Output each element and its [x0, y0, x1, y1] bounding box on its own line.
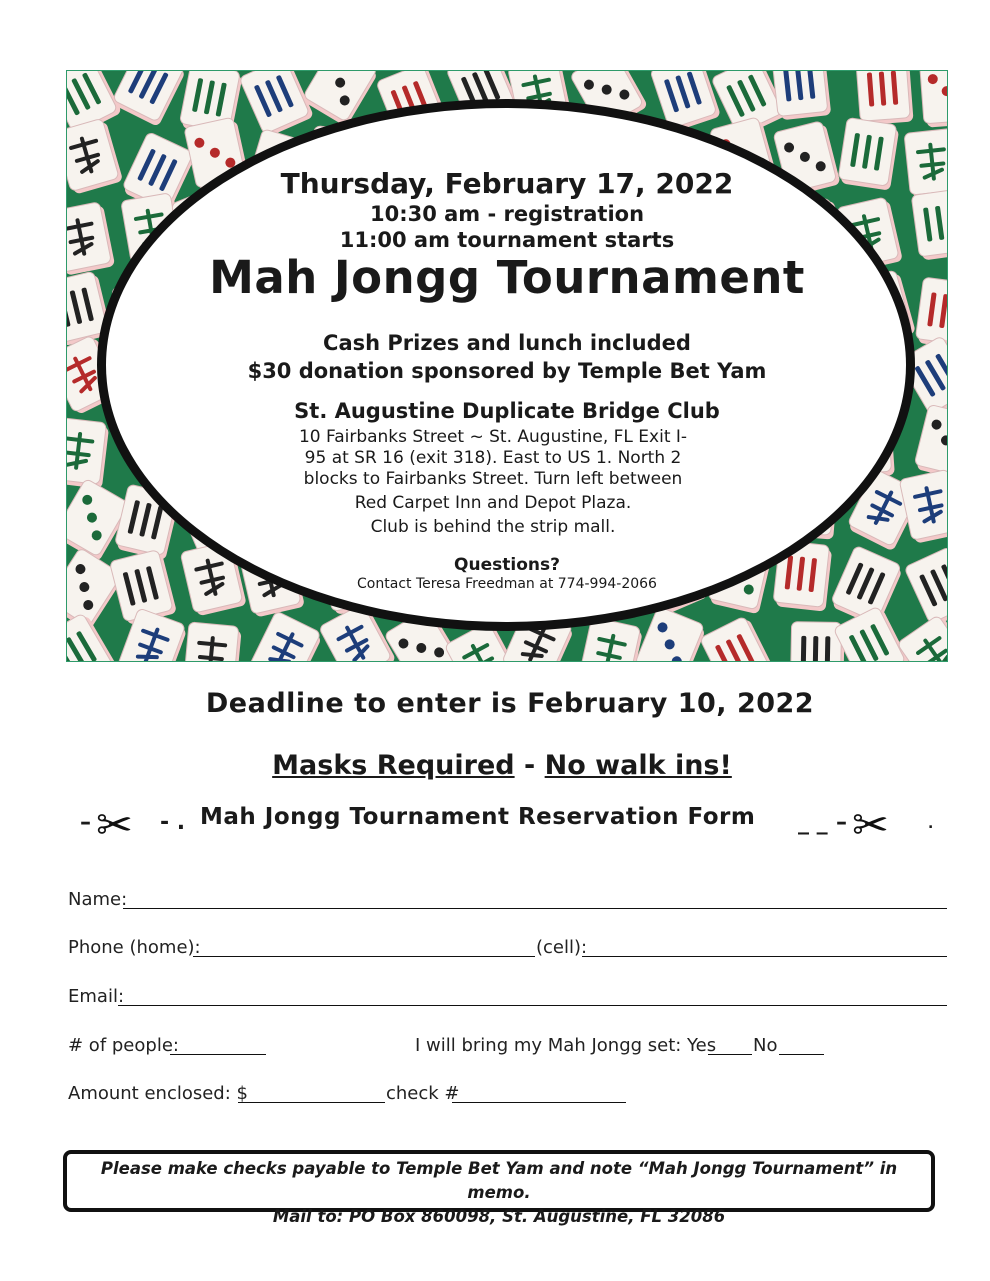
address-line: 95 at SR 16 (exit 318). East to US 1. North 2 — [304, 448, 682, 468]
cut-dash: . — [928, 816, 934, 832]
address-line: 10 Fairbanks Street ~ St. Augustine, FL Exit I- — [298, 427, 688, 447]
cut-dash: _ _ — [798, 810, 828, 835]
donation-text: $30 donation sponsored by Temple Bet Yam — [247, 359, 767, 383]
registration-time: 10:30 am - registration — [369, 202, 645, 226]
people-field[interactable] — [170, 1054, 266, 1055]
event-title: Mah Jongg Tournament — [209, 251, 805, 304]
scissors-right-icon: ✂ — [852, 800, 889, 851]
deadline-text: Deadline to enter is February 10, 2022 — [205, 688, 815, 719]
form-title: Mah Jongg Tournament Reservation Form — [200, 804, 756, 830]
address-line: Red Carpet Inn and Depot Plaza. — [354, 493, 632, 513]
amount-label: Amount enclosed: $ — [68, 1083, 248, 1104]
contact-text: Contact Teresa Freedman at 774-994-2066 — [357, 576, 657, 592]
prizes-text: Cash Prizes and lunch included — [323, 331, 691, 355]
scissors-left-icon: ✂ — [96, 800, 133, 851]
event-date: Thursday, February 17, 2022 — [280, 167, 734, 200]
no-label: No — [753, 1035, 778, 1056]
name-label: Name: — [68, 889, 128, 910]
check-field[interactable] — [452, 1102, 626, 1103]
payment-note — [63, 1150, 935, 1226]
questions-heading: Questions? — [454, 555, 560, 575]
people-label: # of people: — [68, 1035, 179, 1056]
start-time: 11:00 am tournament starts — [339, 228, 675, 252]
phone-cell-field[interactable] — [582, 956, 947, 957]
phone-home-field[interactable] — [193, 956, 535, 957]
cut-dash: - . — [160, 810, 186, 835]
amount-field[interactable] — [238, 1102, 385, 1103]
notice-separator: - — [524, 750, 536, 781]
venue-name: St. Augustine Duplicate Bridge Club — [294, 399, 720, 423]
check-label: check # — [386, 1083, 460, 1104]
name-field[interactable] — [123, 908, 947, 909]
email-field[interactable] — [118, 1005, 947, 1006]
event-banner — [66, 70, 948, 662]
address-line: blocks to Fairbanks Street. Turn left between — [303, 469, 683, 489]
venue-address — [253, 427, 733, 538]
address-line: Club is behind the strip mall. — [370, 517, 616, 537]
phone-home-label: Phone (home): — [68, 937, 201, 958]
bring-set-yes-field[interactable] — [708, 1054, 752, 1055]
payment-note-line: Please make checks payable to Temple Bet Yam and note “Mah Jongg Tournament” in memo. — [100, 1159, 898, 1202]
mailing-address: Mail to: PO Box 860098, St. Augustine, FL 32086 — [272, 1207, 726, 1226]
no-walkins: No walk ins! — [544, 750, 732, 781]
phone-cell-label: (cell): — [536, 937, 588, 958]
masks-required: Masks Required — [272, 750, 515, 781]
cut-dash: – — [836, 810, 847, 835]
cut-dash: – — [80, 810, 91, 835]
bring-set-label: I will bring my Mah Jongg set: Yes — [415, 1035, 717, 1056]
bring-set-no-field[interactable] — [779, 1054, 824, 1055]
event-details — [67, 71, 947, 661]
masks-notice — [0, 750, 990, 781]
email-label: Email: — [68, 986, 125, 1007]
